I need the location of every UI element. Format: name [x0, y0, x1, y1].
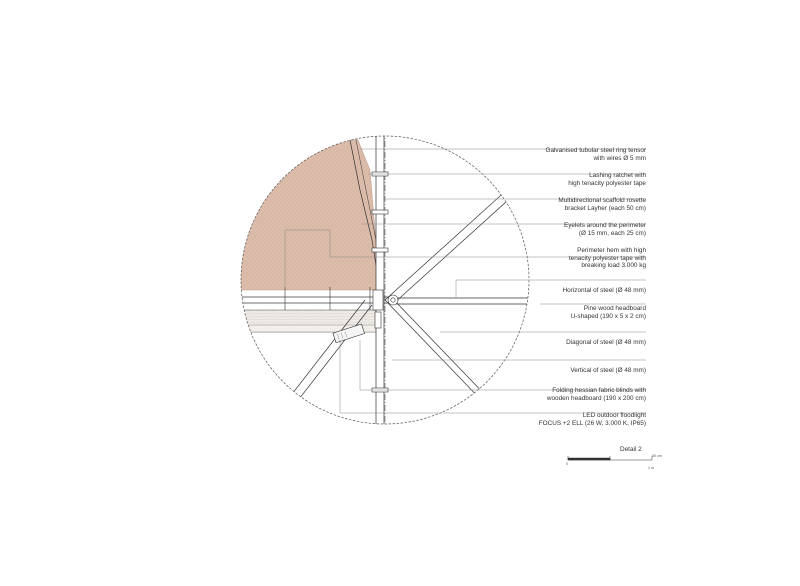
label-lashing-ratchet: Lashing ratchet with high tenacity polyester tape: [568, 172, 646, 187]
scale-start: 0: [566, 462, 568, 466]
label-ring-tensor: Galvanised tubular steel ring tensor with wires Ø 5 mm: [545, 147, 646, 162]
scale-bar: [568, 456, 652, 460]
detail-title: Detail 2: [620, 446, 642, 453]
label-hessian-blinds: Folding hessian fabric blinds with wooden headboard (190 x 200 cm): [546, 387, 646, 402]
scale-mid: 50 cm: [652, 454, 662, 458]
label-vertical-steel: Vertical of steel (Ø 48 mm): [570, 367, 646, 375]
label-rosette-bracket: Multidirectional scaffold rosette bracket Layher (each 50 cm): [558, 197, 646, 212]
detail-content: [220, 120, 540, 430]
hessian-fabric: [220, 120, 380, 290]
label-diagonal-steel: Diagonal of steel (Ø 48 mm): [566, 339, 646, 347]
horizontal-steel-tube: [220, 297, 390, 303]
scale-end: 1 m: [648, 466, 654, 470]
label-perimeter-hem: Perimeter hem with high tenacity polyester tape with breaking load 3.000 kg: [568, 247, 646, 270]
label-headboard: Pine wood headboard U-shaped (190 x 5 x 2 cm): [570, 305, 646, 320]
label-horizontal-steel: Horizontal of steel (Ø 48 mm): [562, 287, 646, 295]
label-led-floodlight: LED outdoor floodlight FOCUS +2 ELL (26 W, 3.000 K, IP65): [538, 412, 646, 427]
label-eyelets: Eyelets around the perimeter (Ø 15 mm, each 25 cm): [563, 222, 646, 237]
